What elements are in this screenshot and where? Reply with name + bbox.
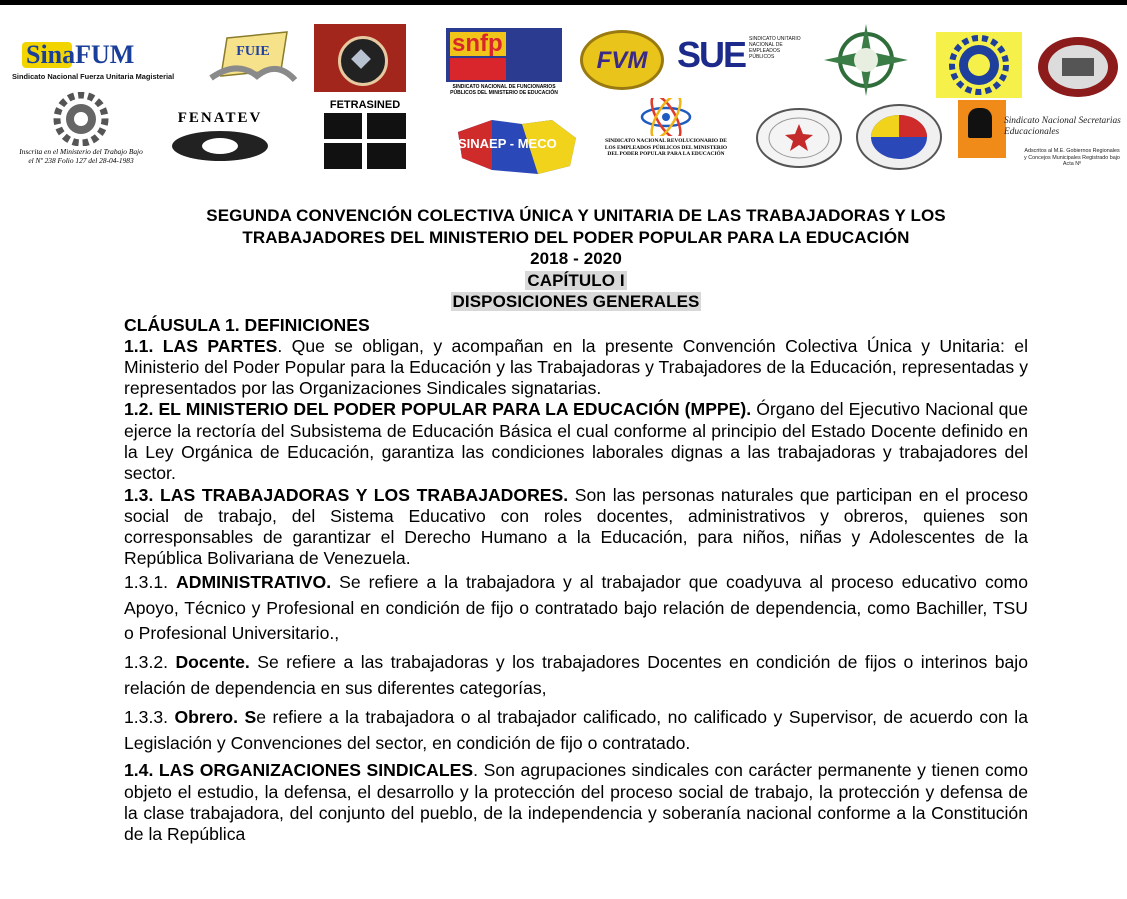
section-heading: Docente. [175, 652, 250, 673]
sinafum-logo [12, 38, 180, 86]
section-heading: 1.2. EL MINISTERIO DEL PODER POPULAR PARA LA EDUCACIÓN (MPPE). [124, 399, 752, 420]
round-seal-logo [752, 106, 846, 170]
section-text: Se refiere a la trabajadora y al trabajador que coadyuva al proceso educativo como Apoyo, Técnico y Profesional en condición de fijo o contratado bajo relación de dependencia, como Bachiller, TSU o Profesional Universitario., [124, 571, 1028, 644]
top-rule [0, 0, 1127, 5]
section-number: 1.3.1. [124, 571, 177, 592]
section-heading: Obrero. S [174, 706, 257, 727]
section-1-3-3 [124, 705, 1028, 757]
seal-logo-red [314, 24, 406, 92]
section-number: 1.3.3. [124, 706, 175, 727]
atom-icon [604, 98, 728, 136]
section-number: 1.3.2. [124, 652, 176, 673]
section-text: Son las personas naturales que participan en el proceso social de trabajo, del Sistema Educativo con roles docentes, administrativos y obreros, quienes son corresponsables de garantizar el Derecho Humano a la Educación, para niños, niñas y Adolescentes de la República Bolivariana de Venezuela. [124, 484, 1028, 569]
section-1-3 [124, 485, 1028, 570]
section-1-3-2 [124, 650, 1028, 702]
sinafum-wordmark: SinaFUM [26, 40, 135, 69]
section-1-2 [124, 399, 1028, 484]
section-heading: ADMINISTRATIVO. [176, 571, 332, 592]
sinafum-caption: Sindicato Nacional Fuerza Unitaria Magisterial [12, 72, 175, 81]
chapter-title: DISPOSICIONES GENERALES [452, 292, 700, 311]
gear-icon [16, 92, 146, 146]
fuie-logo: FUIE [207, 30, 299, 90]
sue-wordmark: SUE [677, 34, 746, 75]
clause-title: CLÁUSULA 1. DEFINICIONES [124, 314, 370, 335]
gear-blue-logo [936, 32, 1022, 98]
fenatev-logo: FENATEV [158, 110, 282, 164]
section-heading: 1.4. LAS ORGANIZACIONES SINDICALES [124, 760, 474, 781]
section-text: Órgano del Ejecutivo Nacional que ejerce la rectoría del Subsistema de Educación Básica el cual conforme al principio del Estado Docente definido en la Ley Orgánica de Educación, garantiza las condiciones laborales dignas a las trabajadoras y trabajadores del sector. [124, 399, 1028, 484]
section-1-1 [124, 336, 1028, 400]
document-header [124, 205, 1028, 313]
document-years: 2018 - 2020 [530, 249, 622, 268]
green-star-logo [818, 22, 914, 98]
document-body [124, 205, 1028, 846]
document-title-line2: TRABAJADORES DEL MINISTERIO DEL PODER POPULAR PARA LA EDUCACIÓN [242, 227, 910, 247]
sinaep-meco-logo: SINAEP - MECO [452, 114, 582, 178]
section-heading: 1.1. LAS PARTES [124, 335, 278, 356]
section-text: . Que se obligan, y acompañan en la presente Convención Colectiva Única y Unitaria: el Ministerio del Poder Popular para la Educación y las Trabajadoras y Trabajadores de la Educación, representadas y representados por las Organizaciones Sindicales signatarias. [124, 335, 1028, 399]
section-text: e refiere a la trabajadora o al trabajador calificado, no calificado y Supervisor, de acuerdo con la Legislación y Convenciones del sector, en condición de fijo o contratado. [124, 706, 1028, 753]
section-text: Se refiere a las trabajadoras y los trabajadores Docentes en condición de fijos o interinos bajo relación de dependencia en sus diferentes categorías, [124, 652, 1028, 698]
snse-logo: Sindicato Nacional Secretarias Educacionales Adscritos al M.E. Gobiernos Regionales y Concejos Municipales Registrado bajo Acta Nº [958, 98, 1122, 180]
chapter-label: CAPÍTULO I [527, 270, 625, 290]
handshake-icon [207, 30, 299, 90]
section-1-4 [124, 760, 1028, 845]
sue-logo: SUE SINDICATO UNITARIO NACIONAL DE EMPLEADOS PÚBLICOS [677, 34, 801, 75]
fetrasined-logo: FETRASINED [322, 99, 408, 171]
snfp-logo: snfp SINDICATO NACIONAL DE FUNCIONARIOS PÚBLICOS DEL MINISTERIO DE EDUCACIÓN [446, 28, 562, 104]
document-title-line1: SEGUNDA CONVENCIÓN COLECTIVA ÚNICA Y UNITARIA DE LAS TRABAJADORAS Y LOS [206, 206, 946, 225]
red-circle-logo [1036, 34, 1120, 100]
tricolor-seal-logo [854, 102, 944, 172]
section-heading: 1.3. LAS TRABAJADORAS Y LOS TRABAJADORES. [124, 484, 569, 505]
section-text: . Son agrupaciones sindicales con carácter permanente y tienen como objeto el estudio, la defensa, el desarrollo y la protección del proceso social de trabajo, la protección y defensa de la clase trabajadora, del conjunto del pueblo, de la independencia y soberanía nacional conforme a la Constitución de la República [124, 760, 1028, 845]
section-1-3-1 [124, 570, 1028, 647]
gear-gray-logo: Inscrita en el Ministerio del Trabajo Bajo el Nº 238 Folio 127 del 28-04-1983 [16, 92, 146, 174]
fvm-logo: FVM [580, 30, 664, 90]
sinrec-logo: SINDICATO NACIONAL REVOLUCIONARIO DE LOS EMPLEADOS PÚBLICOS DEL MINISTERIO DEL PODER POPULAR PARA LA EDUCACIÓN [604, 98, 728, 178]
snfp-wordmark: snfp [452, 30, 503, 57]
